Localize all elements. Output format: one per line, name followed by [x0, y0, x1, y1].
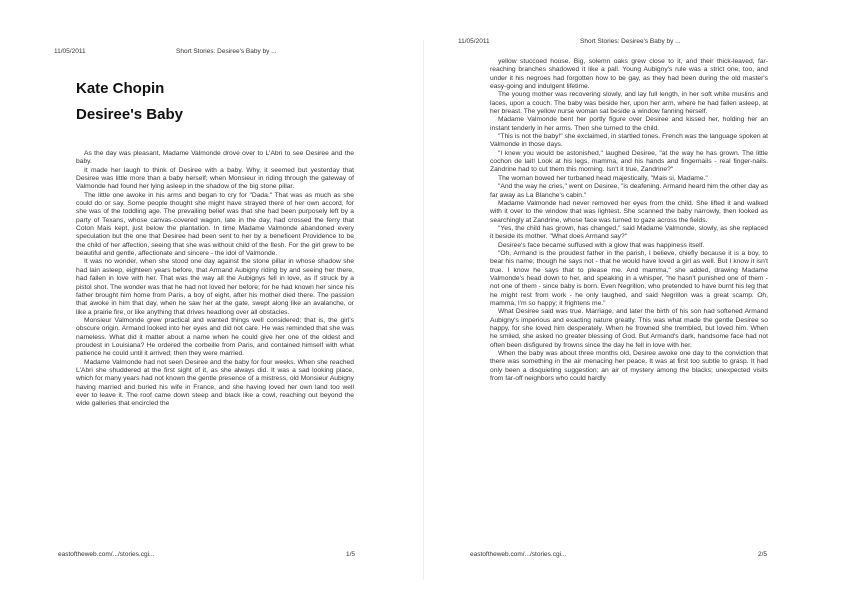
footer-url: eastoftheweb.com/.../stories.cgi... — [58, 551, 155, 558]
story-title: Desiree's Baby — [76, 106, 183, 123]
paragraph: The woman bowed her turbaned head majestically, "Mais si, Madame." — [498, 174, 708, 182]
paragraph: What Desiree said was true. Marriage, and later the birth of his son had softened Armand Aubigny's imperious and exacting nature greatly. This was what made the gentle Desiree so happy, for she loved him desperately. When he frowned she trembled, but loved him. When he smiled, she asked no greater blessing of God. But Armand's dark, handsome face had not often been disfigured by frowns since the day he fell in love with her. — [490, 308, 768, 349]
paragraph: "And the way he cries," went on Desiree, "is deafening. Armand heard him the other day as far away as La Blanche's cabin." — [490, 183, 768, 199]
paragraph: "Oh, Armand is the proudest father in the parish, I believe, chiefly because it is a boy, to bear his name; though he says not - that he would have loved a girl as well. But I know it isn't true. I know he says that to please me. And mamma," she added, drawing Madame Valmonde's head down to her, and speaking in a whisper, "he hasn't punished one of them - not one of them - since baby is born. Even Negrillon, who pretended to have burnt his leg that he might rest from work - he only laughed, and said Negrillon was a great scamp. Oh, mamma, I'm so happy; it frightens me." — [490, 249, 768, 307]
paragraph: It made her laugh to think of Desiree with a baby. Why, it seemed but yesterday that Desiree was little more than a baby herself; when Monsieur in riding through the gateway of Valmonde had found her lying asleep in the shadow of the big stone pillar. — [76, 166, 354, 191]
paragraph: Madame Valmonde had not seen Desiree and the baby for four weeks. When she reached L'Abri she shuddered at the first sight of it, as she always did. It was a sad looking place, which for many years had not known the gentle presence of a mistress, old Monsieur Aubigny having married and buried his wife in France, and she having loved her own land too well ever to leave it. The roof came down steep and black like a cowl, reaching out beyond the wide galleries that encircled the — [76, 358, 354, 408]
footer-url: eastoftheweb.com/.../stories.cgi... — [470, 551, 567, 558]
paragraph: "I knew you would be astonished," laughed Desiree, "at the way he has grown. The little cochon de lait! Look at his legs, mamma, and his hands and fingernails - real finger-nails. Zandrine had to cut them this morning. Isn't it true, Zandrine?" — [490, 149, 768, 174]
paragraph: Madame Valmonde bent her portly figure over Desiree and kissed her, holding her an instant tenderly in her arms. Then she turned to the child. — [490, 116, 768, 132]
header-running-title: Short Stories: Desiree's Baby by ... — [580, 38, 681, 45]
paragraph: "Yes, the child has grown, has changed," said Madame Valmonde, slowly, as she replaced it beside its mother. "What does Armand say?" — [490, 224, 768, 241]
story-body-page-1 — [76, 150, 354, 536]
footer-page-number: 1/5 — [346, 551, 356, 558]
header-running-title: Short Stories: Desiree's Baby by ... — [176, 48, 277, 55]
paragraph: Madame Valmonde had never removed her eyes from the child. She lifted it and walked with it over to the window that was lightest. She scanned the baby narrowly, then looked as searchingly at Zandrine, whose face was turned to gaze across the fields. — [490, 199, 768, 224]
right-page — [424, 0, 848, 599]
paragraph: "This is not the baby!" she exclaimed, in startled tones. French was the language spoken at Valmonde in those days. — [490, 133, 768, 149]
header-date: 11/05/2011 — [458, 38, 490, 45]
paragraph: The young mother was recovering slowly, and lay full length, in her soft white muslins and laces, upon a couch. The baby was beside her, upon her arm, where he had fallen asleep, at her breast. The yellow nurse woman sat beside a window fanning herself. — [490, 91, 768, 116]
header-date: 11/05/2011 — [54, 48, 86, 55]
paragraph: yellow stuccoed house. Big, solemn oaks grew close to it, and their thick-leaved, far-reaching branches shadowed it like a pall. Young Aubigny's rule was a strict one, too, and under it his negroes had forgotten how to be gay, as they had been during the old master's easy-going and indulgent lifetime. — [490, 58, 768, 91]
paragraph: The little one awoke in his arms and began to cry for "Dada." That was as much as she could do or say. Some people thought she might have strayed there of her own accord, for she was of the toddling age. The prevailing belief was that she had been purposely left by a party of Texans, whose canvas-covered wagon, late in the day, had crossed the ferry that Coton Mais kept, just below the plantation. In time Madame Valmonde abandoned every speculation but the one that Desiree had been sent to her by a beneficent Providence to be the child of her affection, seeing that she was without child of the flesh. For the girl grew to be beautiful and gentle, affectionate and sincere - the idol of Valmonde. — [76, 191, 354, 258]
story-body-page-2 — [490, 58, 768, 538]
paragraph: When the baby was about three months old, Desiree awoke one day to the conviction that there was something in the air menacing her peace. It was at first too subtle to grasp. It had only been a disquieting suggestion; an air of mystery among the blacks; unexpected visits from far-off neighbors who could hardly — [490, 350, 768, 383]
paragraph: Monsieur Valmonde grew practical and wanted things well considered: that is, the girl's obscure origin. Armand looked into her eyes and did not care. He was reminded that she was nameless. What did it matter about a name when he could give her one of the oldest and proudest in Louisiana? He ordered the corbeille from Paris, and contained himself with what patience he could until it arrived; then they were married. — [76, 316, 354, 358]
footer-page-number: 2/5 — [758, 551, 768, 558]
author-name: Kate Chopin — [76, 80, 165, 97]
paragraph: It was no wonder, when she stood one day against the stone pillar in whose shadow she had lain asleep, eighteen years before, that Armand Aubigny riding by and seeing her there, had fallen in love with her. That was the way all the Aubignys fell in love, as if struck by a pistol shot. The wonder was that he had not loved her before; for he had known her since his father brought him home from Paris, a boy of eight, after his mother died there. The passion that awoke in him that day, when he saw her at the gate, swept along like an avalanche, or like a prairie fire, or like anything that drives headlong over all obstacles. — [76, 258, 354, 316]
paragraph: As the day was pleasant, Madame Valmonde drove over to L'Abri to see Desiree and the baby. — [76, 150, 354, 166]
paragraph: Desiree's face became suffused with a glow that was happiness itself. — [498, 241, 705, 249]
